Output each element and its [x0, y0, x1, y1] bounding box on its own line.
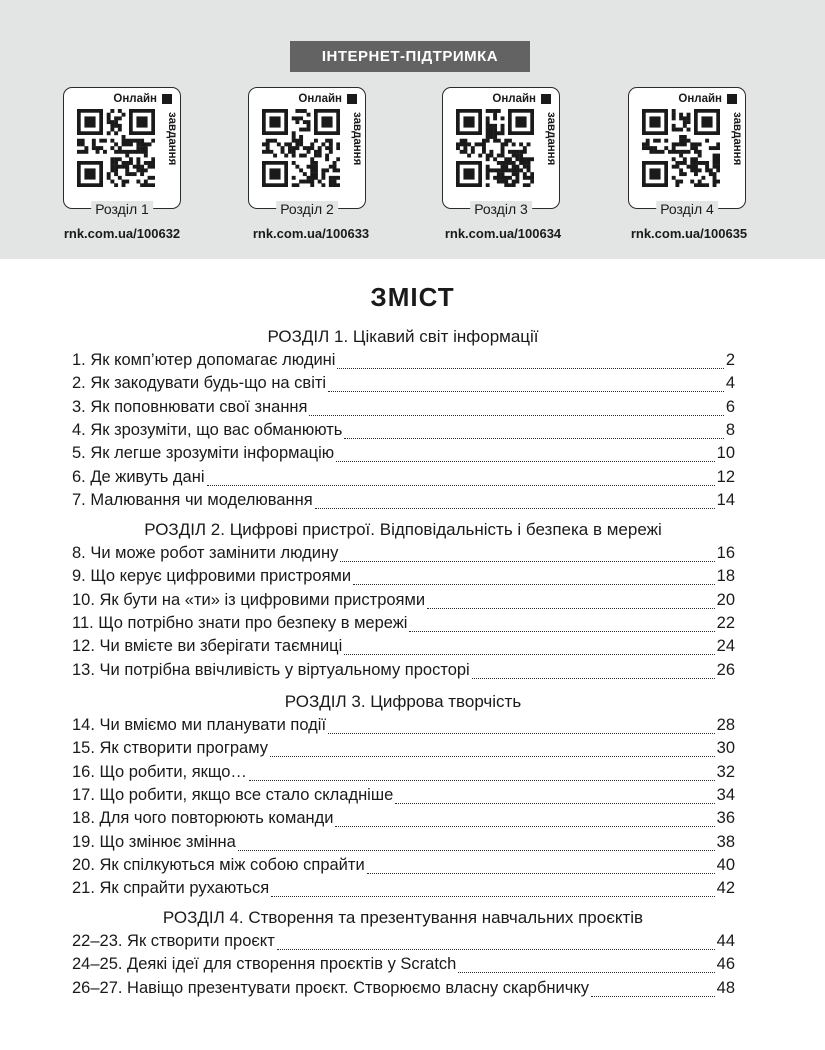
card-url-link[interactable]: rnk.com.ua/100635	[630, 226, 748, 241]
dot-leader	[336, 461, 714, 462]
dot-leader	[458, 972, 714, 973]
toc-entry-page: 24	[716, 637, 735, 656]
toc-entry[interactable]	[72, 398, 735, 420]
toc-entry-title: 9. Що керує цифровими пристроями	[72, 567, 352, 586]
toc-entry[interactable]	[72, 614, 735, 636]
dot-leader	[472, 678, 715, 679]
section-heading: РОЗДІЛ 1. Цікавий світ інформації	[267, 327, 539, 346]
tasks-label: завдання	[351, 112, 363, 166]
toc-entry-title: 14. Чи вміємо ми планувати події	[72, 716, 327, 734]
dot-leader	[395, 803, 714, 804]
toc-entry[interactable]	[72, 809, 735, 831]
toc-entry-page: 22	[716, 613, 735, 632]
toc-entry[interactable]	[72, 856, 735, 878]
dot-leader	[591, 996, 715, 997]
toc-entry-title: 22–23. Як створити проєкт	[72, 932, 275, 950]
toc-entry-page: 4	[725, 374, 735, 393]
toc-entry-title: 15. Як створити програму	[72, 739, 268, 758]
toc-entry[interactable]	[72, 763, 735, 785]
card-section-label: Розділ 3	[470, 201, 532, 217]
toc-entry-page: 8	[725, 420, 735, 439]
dot-leader	[328, 391, 724, 392]
dot-leader	[271, 896, 714, 897]
toc-entry[interactable]	[72, 879, 735, 901]
dot-leader	[409, 631, 714, 632]
dot-leader	[328, 733, 715, 734]
dot-leader	[340, 561, 714, 562]
qr-code-icon[interactable]	[262, 109, 340, 187]
dot-leader	[270, 756, 715, 757]
dot-leader	[367, 873, 715, 874]
toc-entry-title: 7. Малювання чи моделювання	[72, 490, 313, 509]
toc-entry[interactable]	[72, 786, 735, 808]
toc-entry-title: 19. Що змінює змінна	[72, 832, 236, 851]
toc-entry-page: 16	[716, 544, 735, 562]
dot-leader	[277, 949, 715, 950]
toc-entry-title: 5. Як легше зрозуміти інформацію	[72, 444, 335, 463]
dot-leader	[353, 584, 715, 585]
toc-entry-title: 24–25. Деякі ідеї для створення проєктів у Scratch	[72, 955, 457, 974]
online-label	[492, 93, 551, 105]
toc-entry-page: 38	[716, 832, 735, 851]
toc-entry-title: 8. Чи може робот замінити людину	[72, 544, 339, 562]
internet-support-label: ІНТЕРНЕТ-ПІДТРИМКА	[290, 41, 530, 72]
toc-entry-page: 10	[716, 444, 735, 463]
toc-entry-title: 26–27. Навіщо презентувати проєкт. Створюємо власну скарбничку	[72, 978, 589, 997]
toc-entry[interactable]	[72, 591, 735, 613]
toc-entry-page: 40	[716, 855, 735, 874]
section-heading: РОЗДІЛ 2. Цифрові пристрої. Відповідальність і безпека в мережі	[144, 520, 662, 539]
toc-entry-page: 6	[725, 397, 735, 416]
toc-entry[interactable]	[72, 351, 735, 373]
toc-entry-title: 10. Як бути на «ти» із цифровими пристроями	[72, 590, 426, 609]
toc-entry-page: 28	[716, 716, 735, 734]
online-label	[113, 93, 172, 105]
toc-entry[interactable]	[72, 955, 735, 977]
dot-leader	[309, 415, 723, 416]
qr-code-icon[interactable]	[77, 109, 155, 187]
card-url-link[interactable]: rnk.com.ua/100633	[252, 226, 370, 241]
toc-entry-title: 21. Як спрайти рухаються	[72, 879, 270, 898]
toc-entry-title: 18. Для чого повторюють команди	[72, 809, 334, 828]
toc-entry-title: 13. Чи потрібна ввічливість у віртуальному просторі	[72, 660, 470, 679]
tasks-label: завдання	[166, 112, 178, 166]
toc-entry[interactable]	[72, 637, 735, 659]
online-text: Онлайн	[298, 93, 342, 105]
toc-entry-page: 46	[716, 955, 735, 974]
toc-entry[interactable]	[72, 444, 735, 466]
dot-leader	[344, 654, 714, 655]
toc-entry-title: 16. Що робити, якщо…	[72, 762, 247, 781]
online-label	[678, 93, 737, 105]
square-icon	[162, 94, 172, 104]
toc-entry-page: 30	[716, 739, 735, 758]
dot-leader	[337, 368, 723, 369]
card-section-label: Розділ 2	[276, 201, 338, 217]
online-text: Онлайн	[113, 93, 157, 105]
toc-entry[interactable]	[72, 932, 735, 954]
toc-entry[interactable]	[72, 833, 735, 855]
section-heading: РОЗДІЛ 3. Цифрова творчість	[284, 692, 522, 711]
toc-entry-page: 36	[716, 809, 735, 828]
toc-entry[interactable]	[72, 979, 735, 1001]
toc-entry-page: 12	[716, 467, 735, 486]
qr-code-icon[interactable]	[642, 109, 720, 187]
online-tasks-card	[628, 87, 746, 217]
dot-leader	[207, 485, 715, 486]
toc-entry-page: 48	[716, 978, 735, 997]
toc-entry-page: 20	[716, 590, 735, 609]
square-icon	[727, 94, 737, 104]
toc-entry[interactable]	[72, 739, 735, 761]
toc-entry[interactable]	[72, 661, 735, 683]
square-icon	[347, 94, 357, 104]
toc-entry-page: 26	[716, 660, 735, 679]
card-url-link[interactable]: rnk.com.ua/100634	[444, 226, 562, 241]
toc-entry-title: 4. Як зрозуміти, що вас обманюють	[72, 420, 343, 439]
online-tasks-card	[248, 87, 366, 217]
online-label	[298, 93, 357, 105]
toc-entry-title: 17. Що робити, якщо все стало складніше	[72, 785, 394, 804]
dot-leader	[315, 508, 715, 509]
toc-entry-title: 2. Як закодувати будь-що на світі	[72, 374, 327, 393]
toc-entry[interactable]	[72, 374, 735, 396]
tasks-label: завдання	[731, 112, 743, 166]
toc-entry-page: 32	[716, 762, 735, 781]
online-text: Онлайн	[492, 93, 536, 105]
toc-entry-page: 14	[716, 490, 735, 509]
toc-entry[interactable]	[72, 567, 735, 589]
dot-leader	[427, 608, 715, 609]
tasks-label: завдання	[545, 112, 557, 166]
toc-entry-title: 20. Як спілкуються між собою спрайти	[72, 855, 365, 874]
toc-entry-title: 1. Як комп’ютер допомагає людині	[72, 351, 336, 369]
toc-title: ЗМІСТ	[370, 282, 455, 312]
dot-leader	[249, 780, 715, 781]
toc-entry-page: 18	[716, 567, 735, 586]
toc-entry-page: 34	[716, 785, 735, 804]
toc-entry-page: 42	[716, 879, 735, 898]
toc-entry-title: 6. Де живуть дані	[72, 467, 205, 486]
toc-entry[interactable]	[72, 716, 735, 738]
qr-code-icon[interactable]	[456, 109, 534, 187]
toc-entry[interactable]	[72, 491, 735, 513]
dot-leader	[238, 850, 715, 851]
toc-entry[interactable]	[72, 544, 735, 566]
dot-leader	[335, 826, 714, 827]
toc-entry-title: 11. Що потрібно знати про безпеку в мережі	[72, 613, 408, 632]
card-url-link[interactable]: rnk.com.ua/100632	[63, 226, 181, 241]
section-heading: РОЗДІЛ 4. Створення та презентування навчальних проєктів	[162, 908, 644, 927]
toc-entry-page: 2	[725, 351, 735, 369]
toc-entry-title: 12. Чи вмієте ви зберігати таємниці	[72, 637, 343, 656]
dot-leader	[344, 438, 723, 439]
square-icon	[541, 94, 551, 104]
online-tasks-card	[63, 87, 181, 217]
online-tasks-card	[442, 87, 560, 217]
card-section-label: Розділ 4	[656, 201, 718, 217]
toc-entry[interactable]	[72, 421, 735, 443]
toc-entry-title: 3. Як поповнювати свої знання	[72, 397, 308, 416]
toc-entry[interactable]	[72, 468, 735, 490]
card-section-label: Розділ 1	[91, 201, 153, 217]
toc-entry-page: 44	[716, 932, 735, 950]
online-text: Онлайн	[678, 93, 722, 105]
